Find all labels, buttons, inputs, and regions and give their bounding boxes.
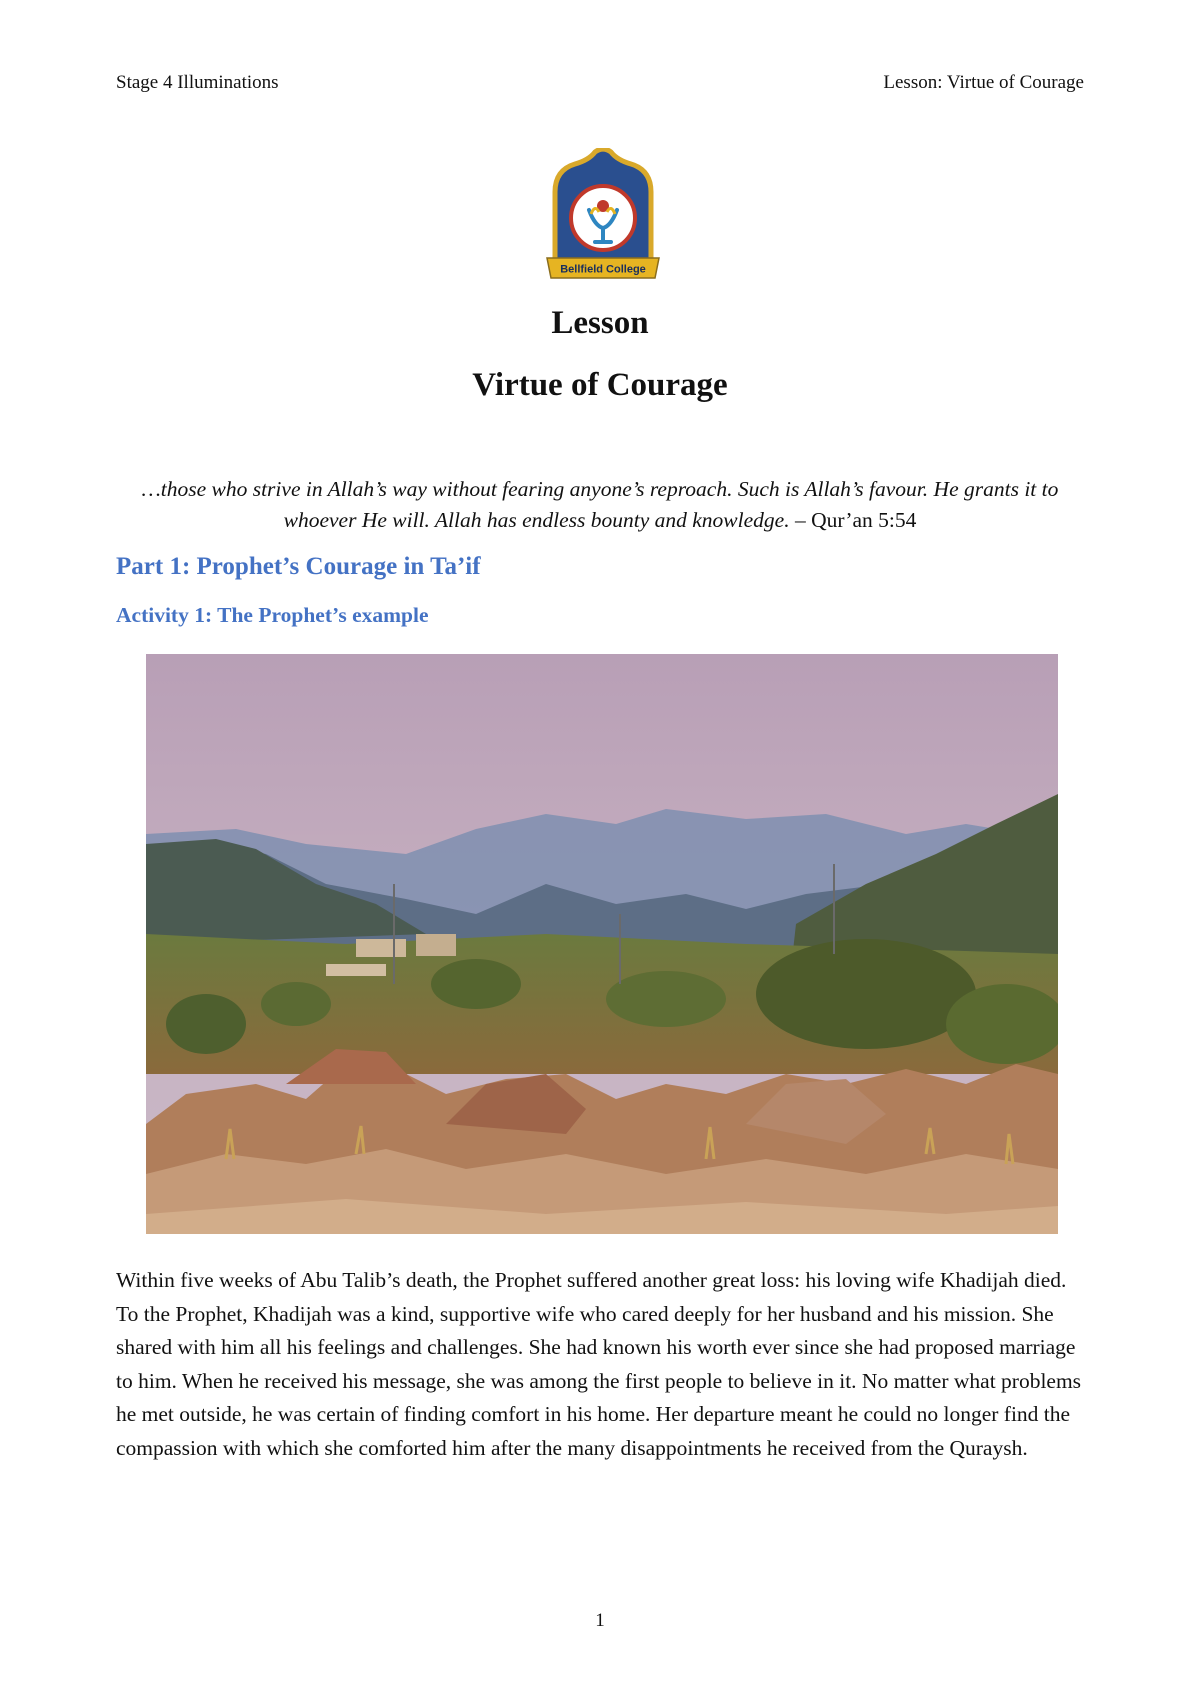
header-left-text: Stage 4 Illuminations [116, 72, 279, 93]
lesson-subtitle: Virtue of Courage [472, 367, 728, 403]
landscape-photo [146, 654, 1058, 1234]
logo-text: Bellfield College [560, 263, 646, 276]
quran-quote [116, 474, 1084, 536]
activity-heading: Activity 1: The Prophet’s example [116, 603, 429, 627]
part-heading: Part 1: Prophet’s Courage in Ta’if [116, 553, 481, 580]
college-logo [545, 148, 661, 284]
body-paragraph: Within five weeks of Abu Talib’s death, the Prophet suffered another great loss: his loving wife Khadijah died. To the Prophet, Khadijah was a kind, supportive wife who cared deeply for her husband and his mission. She shared with him all his feelings and challenges. She had known his worth ever since she had proposed marriage to him. When he received his message, she was among the first people to believe in it. No matter what problems he met outside, he was certain of finding comfort in his home. Her departure meant he could no longer find the compassion with which she comforted him after the many disappointments he received from the Quraysh. [116, 1268, 1082, 1460]
header-right-text: Lesson: Virtue of Courage [883, 72, 1084, 93]
lesson-title: Lesson [551, 305, 649, 341]
page-number: 1 [595, 1610, 605, 1631]
quote-text: …those who strive in Allah’s way without fearing anyone’s reproach. Such is Allah’s favour. He grants it to whoever He will. Allah has endless bounty and knowledge. [141, 477, 1059, 532]
quote-source: – Qur’an 5:54 [789, 508, 917, 532]
